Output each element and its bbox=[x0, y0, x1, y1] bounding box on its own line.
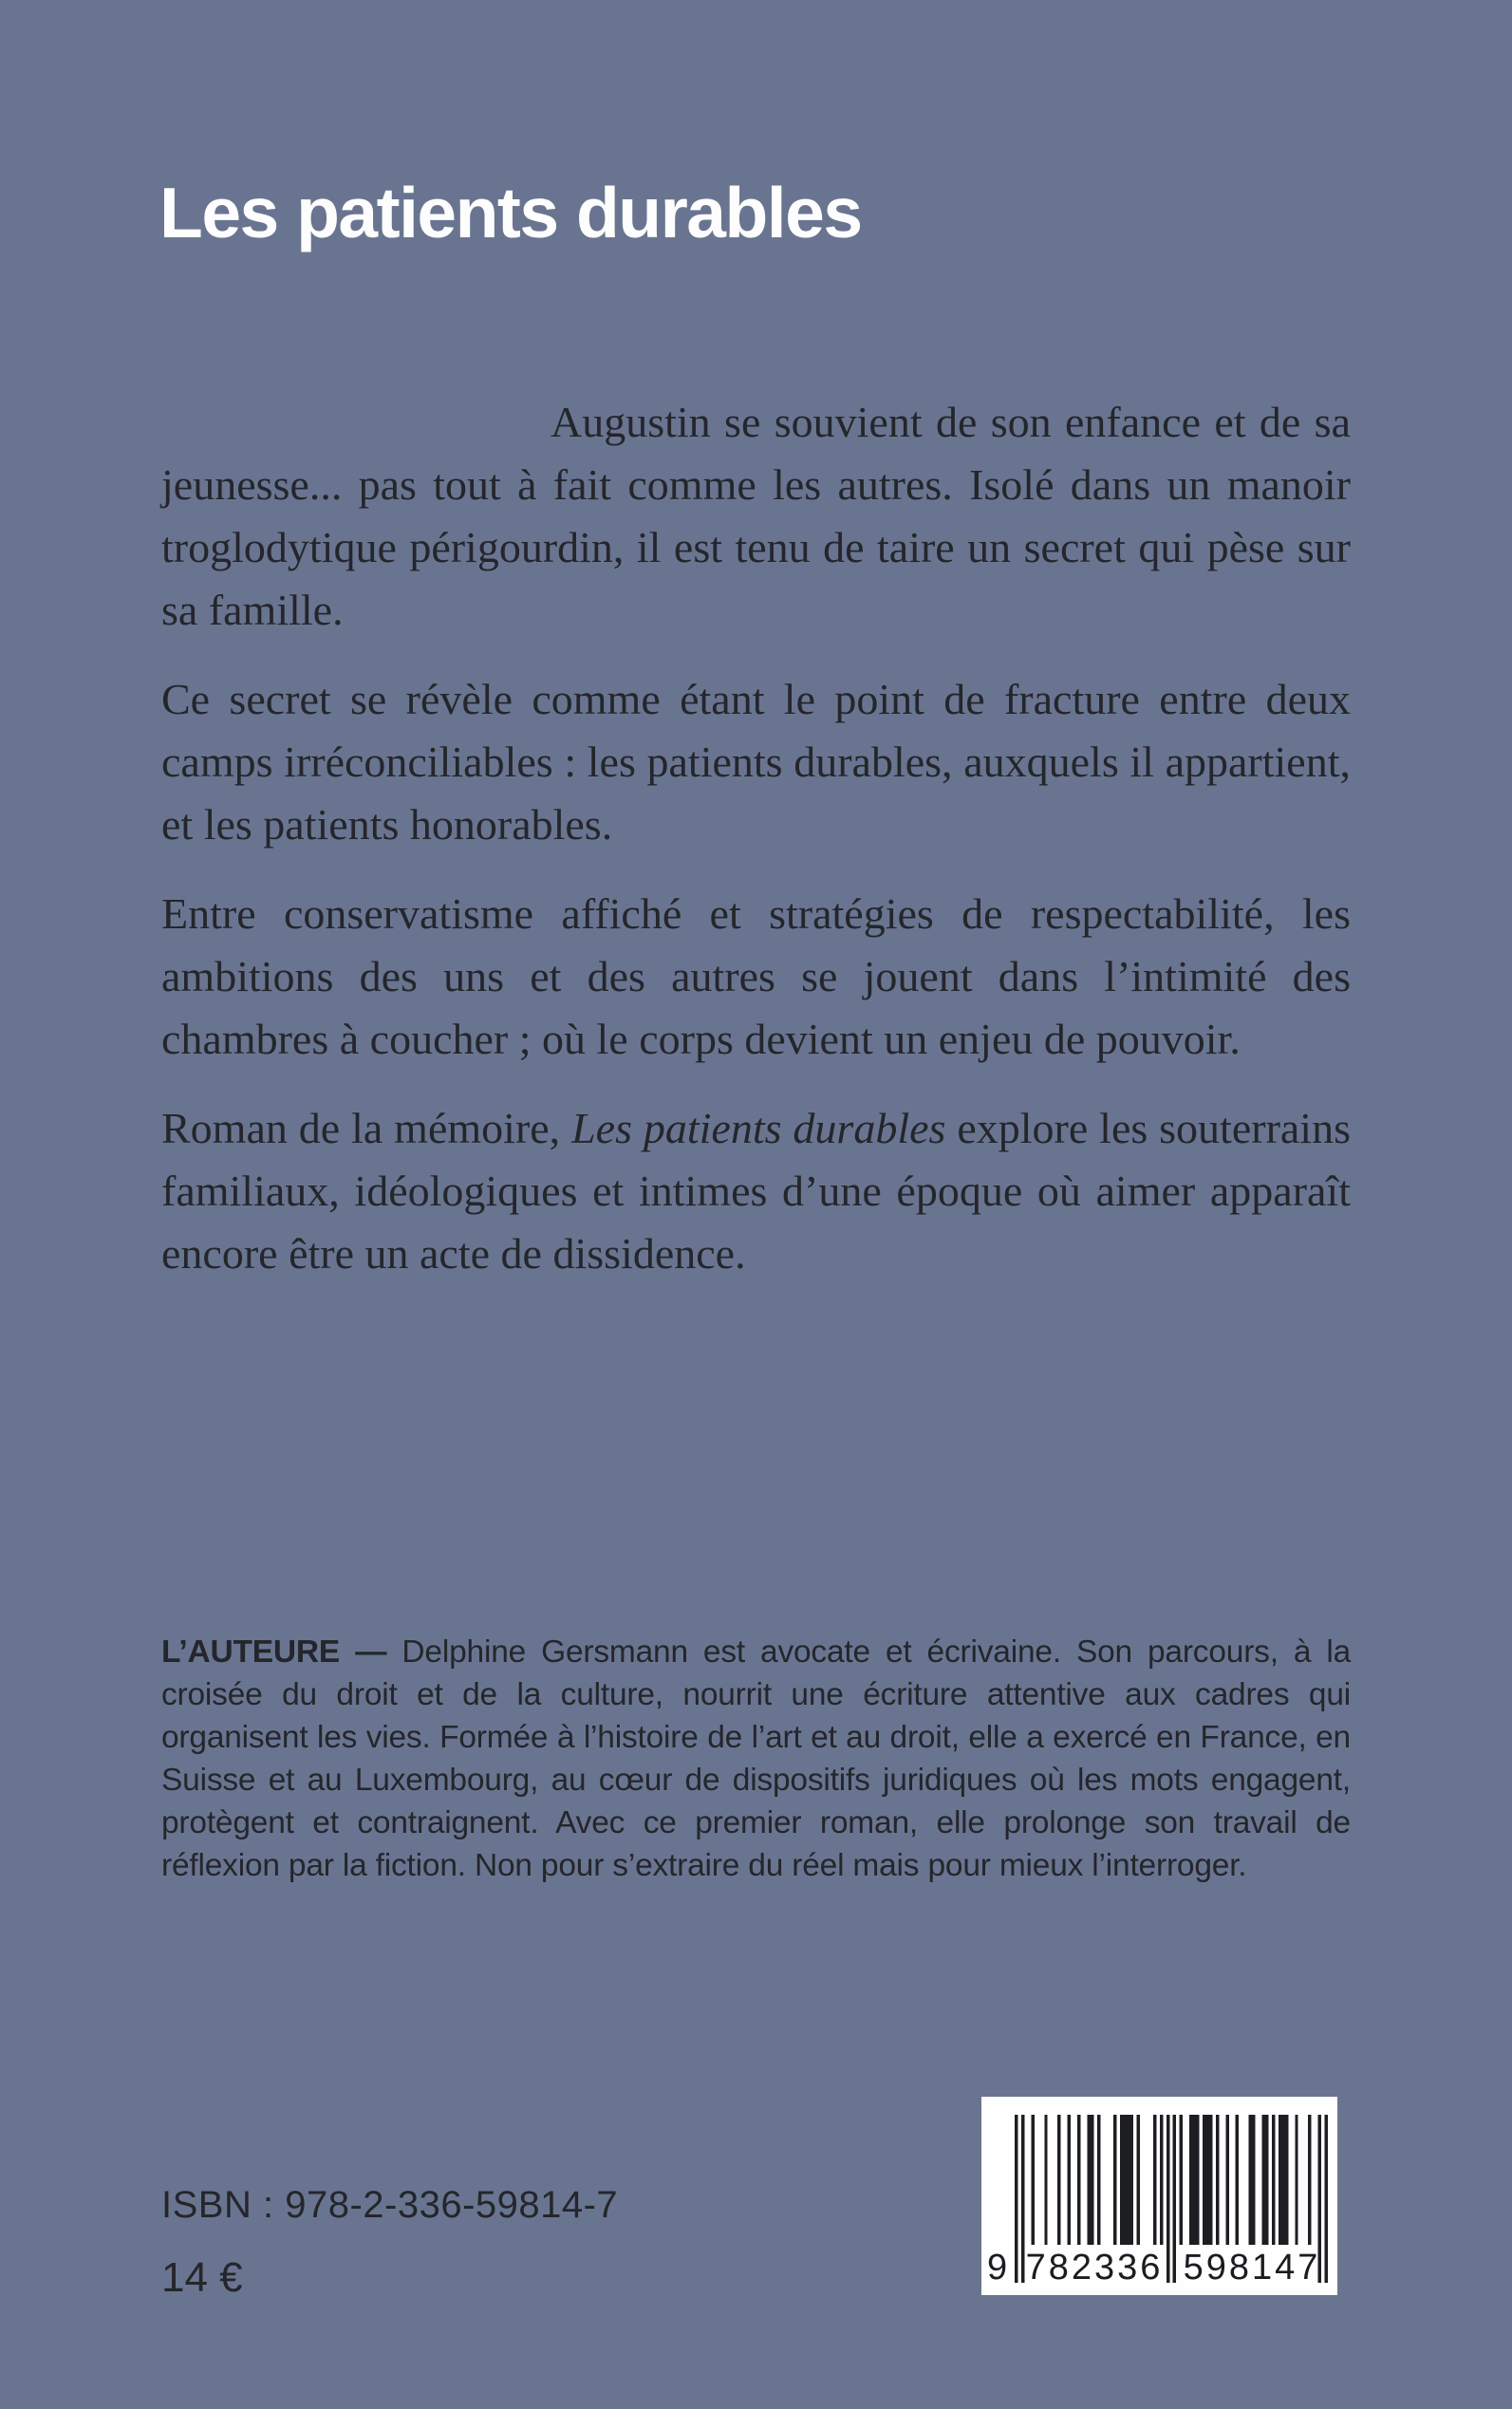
author-bio: Delphine Gersmann est avocate et écrivaine. Son parcours, à la croisée du droit et de la culture, nourrit une écriture attentive aux cadres qui organisent les vies. Formée à l’histoire de l’art et au droit, elle a exercé en France, en Suisse et au Luxembourg, au cœur de dispositifs juridiques où les mots engagent, protègent et contraignent. Avec ce premier roman, elle prolonge son travail de réflexion par la fiction. Non pour s’extraire du réel mais pour mieux l’interroger. bbox=[161, 1634, 1351, 1883]
page-title: Les patients durables bbox=[159, 173, 862, 252]
author-label: L’AUTEURE bbox=[161, 1634, 341, 1670]
barcode-panel bbox=[981, 2097, 1337, 2295]
author-section bbox=[161, 1631, 1351, 1887]
author-dash: — bbox=[355, 1634, 387, 1670]
author-paragraph bbox=[161, 1631, 1351, 1887]
barcode-digit-group-1: 782336 bbox=[1025, 2248, 1164, 2288]
synopsis-paragraph-3: Entre conservatisme affiché et stratégies de respectabilité, les ambitions des uns et des autres se jouent dans l’intimité des chambres à coucher ; où le corps devient un enjeu de pouvoir. bbox=[161, 889, 1351, 1063]
barcode-digit-lead: 9 bbox=[987, 2248, 1011, 2288]
synopsis-paragraph-4 bbox=[161, 1097, 1351, 1285]
barcode-digit-group-2: 598147 bbox=[1183, 2248, 1321, 2288]
book-title-italic: Les patients durables bbox=[571, 1104, 946, 1152]
price-label: 14 € bbox=[161, 2254, 243, 2301]
synopsis-paragraph-2: Ce secret se révèle comme étant le point de fracture entre deux camps irréconciliables : les patients durables, auxquels il appartient, et les patients honorables. bbox=[161, 675, 1351, 849]
synopsis-p4-tail-text: explore les souterrains familiaux, idéologiques et intimes d’une époque où aimer apparaît encore être un acte de dissidence. bbox=[161, 1104, 1351, 1278]
synopsis-p4-lead-text: Roman de la mémoire, bbox=[161, 1104, 572, 1152]
synopsis-paragraph-1: Augustin se souvient de son enfance et de sa jeunesse... pas tout à fait comme les autres. Isolé dans un manoir troglodytique périgourdin, il est tenu de taire un secret qui pèse sur sa famille. bbox=[161, 398, 1351, 634]
isbn-label: ISBN : 978-2-336-59814-7 bbox=[161, 2184, 619, 2226]
synopsis-block bbox=[161, 391, 1351, 1312]
